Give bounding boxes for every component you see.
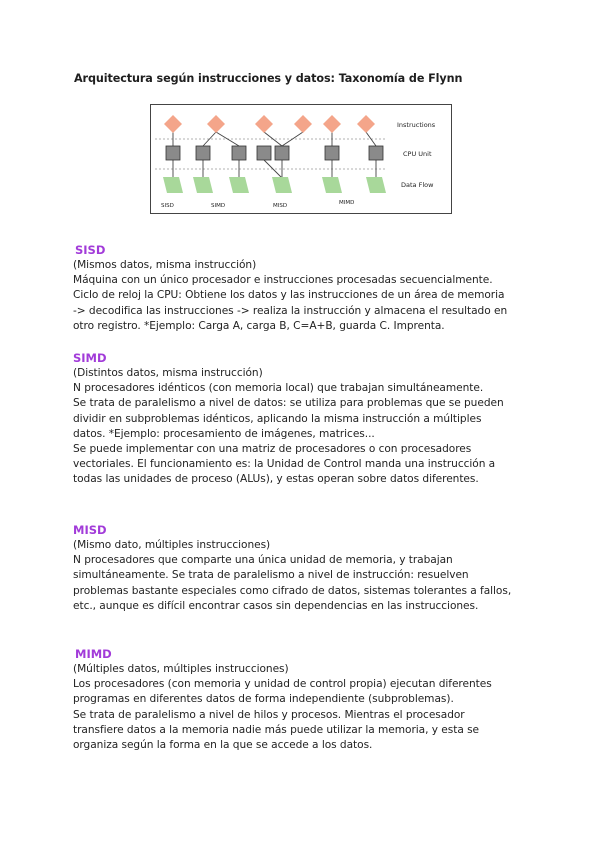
section-heading: MISD xyxy=(73,523,107,537)
section-line: otro registro. *Ejemplo: Carga A, carga B, C=A+B, guarda C. Imprenta. xyxy=(73,319,445,332)
section-line: organiza según la forma en la que se accede a los datos. xyxy=(73,739,373,752)
data-block xyxy=(229,177,249,193)
diagram-group-label: SISD xyxy=(161,203,174,209)
section-line: N procesadores que comparte una única unidad de memoria, y trabajan xyxy=(73,554,453,567)
section-line: (Distintos datos, misma instrucción) xyxy=(73,367,263,379)
instruction-diamond xyxy=(357,115,375,133)
section-line: N procesadores idénticos (con memoria local) que trabajan simultáneamente. xyxy=(73,382,484,395)
diagram-group-label: MISD xyxy=(273,203,288,209)
diagram-row-label: CPU Unit xyxy=(403,150,432,158)
section-line: datos. *Ejemplo: procesamiento de imágenes, matrices... xyxy=(73,427,375,440)
section-line: etc., aunque es difícil encontrar casos sin dependencias en las instrucciones. xyxy=(73,599,479,612)
section-line: Se trata de paralelismo a nivel de hilos y procesos. Mientras el procesador xyxy=(73,708,465,721)
section-line: Ciclo de reloj la CPU: Obtiene los datos y las instrucciones de un área de memoria xyxy=(73,289,505,302)
section-misd xyxy=(73,522,533,614)
instruction-diamond xyxy=(323,115,341,133)
section-line: (Mismo dato, múltiples instrucciones) xyxy=(73,539,271,551)
section-heading: SIMD xyxy=(73,351,107,365)
section-line: -> decodifica las instrucciones -> realiza la instrucción y almacena el resultado en xyxy=(73,304,508,317)
section-line: simultáneamente. Se trata de paralelismo a nivel de instrucción: resuelven xyxy=(73,569,469,582)
section-line: problemas bastante especiales como cifrado de datos, sistemas tolerantes a fallos, xyxy=(73,584,512,597)
cpu-unit-box xyxy=(196,146,210,160)
data-block xyxy=(366,177,386,193)
instruction-diamond xyxy=(164,115,182,133)
cpu-unit-box xyxy=(166,146,180,160)
diagram-group-label: MIMD xyxy=(339,200,355,206)
section-line: Los procesadores (con memoria y unidad de control propia) ejecutan diferentes xyxy=(73,678,492,691)
instruction-diamond xyxy=(255,115,273,133)
instruction-diamond xyxy=(294,115,312,133)
cpu-unit-box xyxy=(275,146,289,160)
cpu-unit-box xyxy=(369,146,383,160)
data-block xyxy=(163,177,183,193)
section-sisd xyxy=(73,242,533,334)
section-line: Se puede implementar con una matriz de procesadores o con procesadores xyxy=(73,443,472,456)
page-title: Arquitectura según instrucciones y datos: Taxonomía de Flynn xyxy=(74,72,463,85)
data-block xyxy=(272,177,292,193)
diagram-row-label: Instructions xyxy=(397,121,436,129)
data-block xyxy=(193,177,213,193)
section-line: todas las unidades de proceso (ALUs), y estas operan sobre datos diferentes. xyxy=(73,473,479,486)
diagram-row-label: Data Flow xyxy=(401,181,434,189)
section-line: (Mismos datos, misma instrucción) xyxy=(73,259,257,271)
section-heading: SISD xyxy=(75,243,106,257)
section-line: Máquina con un único procesador e instrucciones procesadas secuencialmente. xyxy=(73,274,493,287)
section-heading: MIMD xyxy=(75,647,112,661)
data-block xyxy=(322,177,342,193)
section-line: vectoriales. El funcionamiento es: la Unidad de Control manda una instrucción a xyxy=(73,458,496,471)
cpu-unit-box xyxy=(325,146,339,160)
instruction-diamond xyxy=(207,115,225,133)
flynn-taxonomy-diagram xyxy=(150,104,452,214)
diagram-group-label: SIMD xyxy=(211,203,226,209)
section-line: dividir en subproblemas idénticos, aplicando la misma instrucción a múltiples xyxy=(73,412,482,425)
section-line: programas en diferentes datos de forma independiente (subproblemas). xyxy=(73,693,454,706)
cpu-unit-box xyxy=(232,146,246,160)
cpu-unit-box xyxy=(257,146,271,160)
section-line: transfiere datos a la memoria nadie más puede utilizar la memoria, y esta se xyxy=(73,723,480,736)
section-line: (Múltiples datos, múltiples instrucciones) xyxy=(73,663,289,675)
section-mimd xyxy=(73,646,533,753)
section-line: Se trata de paralelismo a nivel de datos: se utiliza para problemas que se pueden xyxy=(73,397,504,410)
section-simd xyxy=(73,350,533,488)
diagram-canvas xyxy=(151,105,451,213)
